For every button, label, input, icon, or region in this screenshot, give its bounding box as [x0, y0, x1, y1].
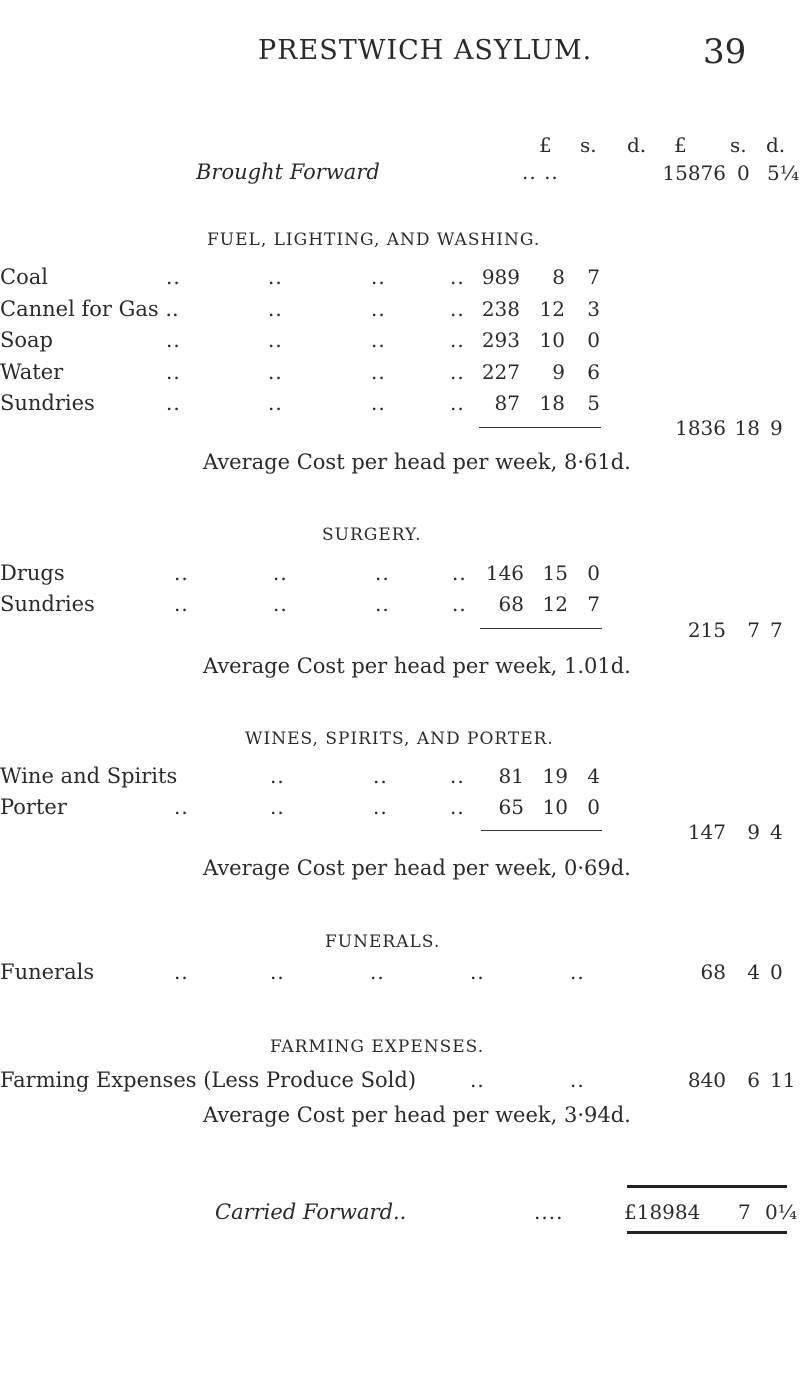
- dot-leader: ..: [268, 391, 283, 415]
- row-shillings: 10: [542, 795, 568, 819]
- col-header-shillings-2: s.: [730, 133, 747, 157]
- brought-forward-shillings: 0: [737, 161, 750, 185]
- dot-leader: ..: [450, 764, 465, 788]
- col-header-pounds-1: £: [539, 133, 552, 157]
- funerals-label: Funerals: [0, 960, 95, 984]
- dot-leader: ..: [371, 265, 386, 289]
- row-pence: 4: [587, 764, 600, 788]
- row-label: Water: [0, 360, 64, 384]
- subtotal-rule: [481, 830, 602, 831]
- row-shillings: 10: [539, 328, 565, 352]
- wines-total-pounds: 147: [687, 820, 726, 844]
- row-shillings: 12: [542, 592, 568, 616]
- row-shillings: 9: [552, 360, 565, 384]
- brought-forward-leader: .. ..: [522, 160, 559, 184]
- row-leader: ..: [166, 328, 181, 352]
- dot-leader: ..: [373, 764, 388, 788]
- dot-leader: ..: [270, 764, 285, 788]
- dot-leader: ..: [450, 297, 465, 321]
- surgery-total-pence: 7: [770, 618, 783, 642]
- row-label: Wine and Spirits: [0, 764, 178, 788]
- dot-leader: ..: [270, 960, 285, 984]
- col-header-pounds-2: £: [674, 133, 687, 157]
- row-pounds: 68: [498, 592, 524, 616]
- dot-leader: ..: [273, 592, 288, 616]
- dot-leader: ..: [570, 960, 585, 984]
- wines-total-pence: 4: [770, 820, 783, 844]
- funerals-pence: 0: [770, 960, 783, 984]
- row-pounds: 227: [481, 360, 520, 384]
- page-title: PRESTWICH ASYLUM.: [258, 35, 593, 66]
- fuel-total-pounds: 1836: [675, 416, 726, 440]
- row-pence: 0: [587, 795, 600, 819]
- row-pence: 5: [587, 391, 600, 415]
- section-heading-fuel: FUEL, LIGHTING, AND WASHING.: [207, 230, 541, 250]
- dot-leader: ..: [273, 561, 288, 585]
- subtotal-rule: [480, 628, 602, 629]
- row-leader: ..: [174, 592, 189, 616]
- section-heading-farming: FARMING EXPENSES.: [270, 1037, 485, 1057]
- dot-leader: ..: [450, 795, 465, 819]
- row-pounds: 238: [481, 297, 520, 321]
- farming-pounds: 840: [687, 1068, 726, 1092]
- dot-leader: ..: [371, 328, 386, 352]
- brought-forward-pence: 5¼: [767, 161, 800, 185]
- dot-leader: ..: [371, 360, 386, 384]
- row-pounds: 146: [485, 561, 524, 585]
- row-pence: 7: [587, 592, 600, 616]
- row-pence: 0: [587, 328, 600, 352]
- dot-leader: ..: [375, 592, 390, 616]
- row-leader: ..: [166, 360, 181, 384]
- brought-forward-label: Brought Forward: [196, 160, 380, 184]
- carried-forward-amount: £18984: [624, 1200, 701, 1224]
- row-pence: 6: [587, 360, 600, 384]
- fuel-total-pence: 9: [770, 416, 783, 440]
- dot-leader: ..: [371, 297, 386, 321]
- dot-leader: ..: [370, 960, 385, 984]
- carried-forward-pence: 0¼: [765, 1200, 798, 1224]
- page-number: 39: [703, 32, 747, 72]
- dot-leader: ..: [450, 265, 465, 289]
- carried-forward-shillings: 7: [738, 1200, 751, 1224]
- row-leader: ..: [166, 391, 181, 415]
- dot-leader: ..: [270, 795, 285, 819]
- section-heading-funerals: FUNERALS.: [325, 932, 441, 952]
- section-heading-surgery: SURGERY.: [322, 525, 422, 545]
- row-label: Sundries: [0, 592, 95, 616]
- wines-total-shillings: 9: [747, 820, 760, 844]
- total-rule-top: [627, 1185, 787, 1188]
- row-shillings: 8: [552, 265, 565, 289]
- row-leader: ..: [174, 795, 189, 819]
- funerals-pounds: 68: [700, 960, 726, 984]
- dot-leader: ..: [452, 592, 467, 616]
- funerals-shillings: 4: [747, 960, 760, 984]
- row-leader: ..: [166, 265, 181, 289]
- carried-forward-label: Carried Forward..: [215, 1200, 407, 1224]
- farming-average: Average Cost per head per week, 3·94d.: [203, 1103, 631, 1127]
- dot-leader: ..: [373, 795, 388, 819]
- dot-leader: ..: [470, 960, 485, 984]
- row-label: Cannel for Gas ..: [0, 297, 179, 321]
- dot-leader: ..: [268, 265, 283, 289]
- dot-leader: ..: [450, 391, 465, 415]
- dot-leader: ..: [268, 328, 283, 352]
- dot-leader: ..: [570, 1068, 585, 1092]
- row-pence: 3: [587, 297, 600, 321]
- farming-shillings: 6: [747, 1068, 760, 1092]
- dot-leader: ..: [268, 360, 283, 384]
- farming-label: Farming Expenses (Less Produce Sold): [0, 1068, 417, 1092]
- farming-leader: ..: [470, 1068, 485, 1092]
- farming-pence: 11: [770, 1068, 796, 1092]
- surgery-total-pounds: 215: [687, 618, 726, 642]
- brought-forward-pounds: 15876: [662, 161, 726, 185]
- row-label: Sundries: [0, 391, 95, 415]
- row-pounds: 65: [498, 795, 524, 819]
- row-shillings: 12: [539, 297, 565, 321]
- row-pence: 7: [587, 265, 600, 289]
- dot-leader: ..: [452, 561, 467, 585]
- dot-leader: ..: [450, 360, 465, 384]
- funerals-leader: ..: [174, 960, 189, 984]
- subtotal-rule: [479, 427, 601, 428]
- col-header-shillings-1: s.: [580, 133, 597, 157]
- row-pounds: 293: [481, 328, 520, 352]
- row-label: Drugs: [0, 561, 65, 585]
- row-shillings: 18: [539, 391, 565, 415]
- row-pounds: 989: [481, 265, 520, 289]
- wines-average: Average Cost per head per week, 0·69d.: [203, 856, 631, 880]
- row-label: Coal: [0, 265, 48, 289]
- row-label: Soap: [0, 328, 53, 352]
- fuel-average: Average Cost per head per week, 8·61d.: [203, 450, 631, 474]
- row-label: Porter: [0, 795, 67, 819]
- row-pounds: 87: [494, 391, 520, 415]
- dot-leader: ..: [268, 297, 283, 321]
- total-rule-bottom: [627, 1231, 787, 1234]
- section-heading-wines: WINES, SPIRITS, AND PORTER.: [245, 729, 554, 749]
- col-header-pence-2: d.: [766, 133, 786, 157]
- row-shillings: 19: [542, 764, 568, 788]
- dot-leader: ..: [375, 561, 390, 585]
- surgery-average: Average Cost per head per week, 1.01d.: [203, 654, 631, 678]
- row-pounds: 81: [498, 764, 524, 788]
- fuel-total-shillings: 18: [734, 416, 760, 440]
- surgery-total-shillings: 7: [747, 618, 760, 642]
- carried-forward-leader: ....: [534, 1200, 564, 1224]
- dot-leader: ..: [450, 328, 465, 352]
- row-pence: 0: [587, 561, 600, 585]
- row-leader: ..: [174, 561, 189, 585]
- dot-leader: ..: [371, 391, 386, 415]
- row-shillings: 15: [542, 561, 568, 585]
- col-header-pence-1: d.: [627, 133, 647, 157]
